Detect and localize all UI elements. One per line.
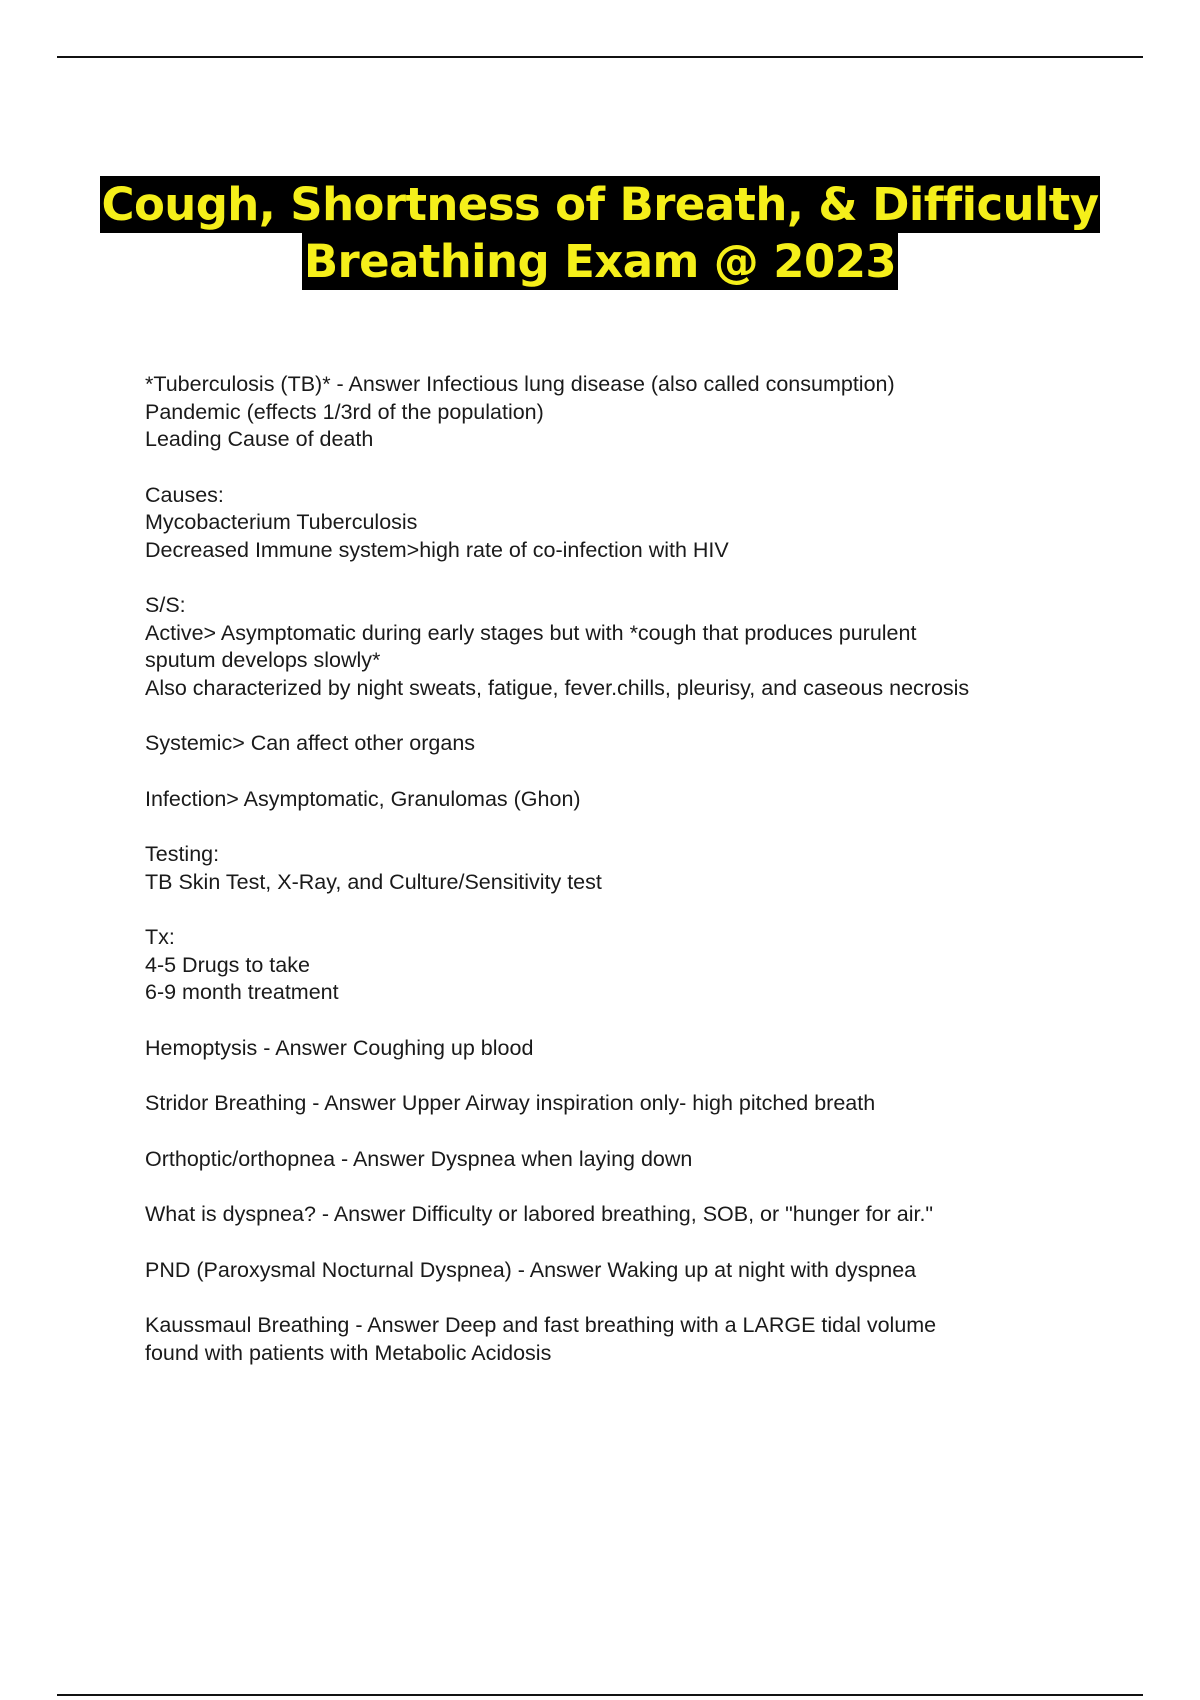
text-line: *Tuberculosis (TB)* - Answer Infectious lung disease (also called consumption) bbox=[145, 372, 895, 396]
text-block bbox=[145, 1201, 1105, 1229]
title-line-1: Cough, Shortness of Breath, & Difficulty bbox=[101, 178, 1099, 232]
text-block bbox=[145, 592, 1105, 702]
text-block bbox=[145, 1257, 1105, 1285]
text-line: sputum develops slowly* bbox=[145, 648, 381, 672]
text-block bbox=[145, 841, 1105, 896]
text-line: Active> Asymptomatic during early stages but with *cough that produces purulent bbox=[145, 620, 917, 645]
text-line: Pandemic (effects 1/3rd of the population) bbox=[145, 399, 544, 424]
text-line: S/S: bbox=[145, 593, 186, 617]
page-title bbox=[0, 176, 1200, 290]
text-block bbox=[145, 924, 1105, 1007]
text-block bbox=[145, 1090, 1105, 1118]
text-line: Also characterized by night sweats, fatigue, fever.chills, pleurisy, and caseous necrosis bbox=[145, 675, 970, 700]
text-line: TB Skin Test, X-Ray, and Culture/Sensitivity test bbox=[145, 869, 602, 894]
text-line: Kaussmaul Breathing - Answer Deep and fast breathing with a LARGE tidal volume bbox=[145, 1313, 937, 1337]
text-block bbox=[145, 371, 1105, 454]
text-line: Orthoptic/orthopnea - Answer Dyspnea when laying down bbox=[145, 1146, 693, 1171]
text-line: Infection> Asymptomatic, Granulomas (Ghon) bbox=[145, 786, 581, 811]
text-block bbox=[145, 1146, 1105, 1174]
text-line: 6-9 month treatment bbox=[145, 980, 339, 1004]
text-line: 4-5 Drugs to take bbox=[145, 952, 310, 977]
text-line: Mycobacterium Tuberculosis bbox=[145, 510, 418, 534]
text-block bbox=[145, 786, 1105, 814]
text-line: PND (Paroxysmal Nocturnal Dyspnea) - Answer Waking up at night with dyspnea bbox=[145, 1257, 917, 1282]
text-line: Causes: bbox=[145, 482, 224, 507]
text-line: Decreased Immune system>high rate of co-infection with HIV bbox=[145, 537, 729, 562]
top-rule bbox=[57, 56, 1143, 58]
text-line: Stridor Breathing - Answer Upper Airway inspiration only- high pitched breath bbox=[145, 1091, 876, 1115]
text-block bbox=[145, 1312, 1105, 1367]
text-line: Tx: bbox=[145, 925, 175, 949]
text-block bbox=[145, 730, 1105, 758]
text-block bbox=[145, 482, 1105, 565]
text-block bbox=[145, 1035, 1105, 1063]
text-line: Testing: bbox=[145, 842, 220, 866]
document-body bbox=[145, 371, 1105, 1395]
title-line-2: Breathing Exam @ 2023 bbox=[303, 235, 897, 289]
text-line: found with patients with Metabolic Acidosis bbox=[145, 1340, 552, 1365]
text-line: Systemic> Can affect other organs bbox=[145, 731, 476, 755]
bottom-rule bbox=[57, 1694, 1143, 1696]
text-line: Hemoptysis - Answer Coughing up blood bbox=[145, 1035, 534, 1060]
text-line: What is dyspnea? - Answer Difficulty or labored breathing, SOB, or "hunger for air." bbox=[145, 1202, 934, 1226]
text-line: Leading Cause of death bbox=[145, 427, 374, 451]
